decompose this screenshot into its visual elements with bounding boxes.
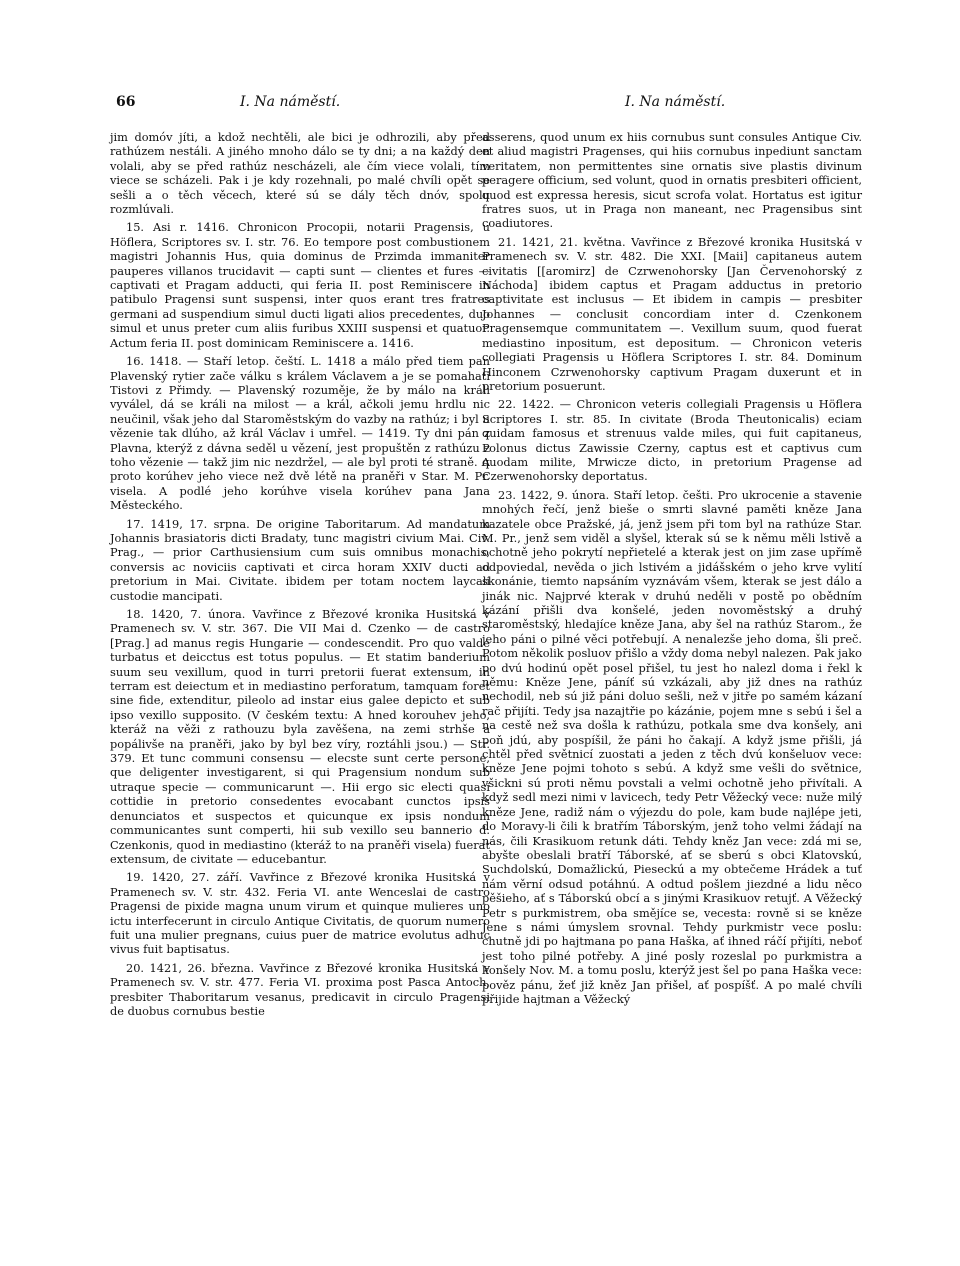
running-title-right: I. Na náměstí. (625, 94, 726, 110)
paragraph: 21. 1421, 21. května. Vavřince z Březové kronika Husitská v Pramenech sv. V. str. 482. Die XXI. [Maii] capitaneus autem civitatis [[aromirz] de Czrwenohorsky [Jan Červenohorský z Náchoda] ibidem captus et Pragam adductus in pretorio captivitate est inclusus — Et ibidem in campis — presbiter Johannes — conclusit concordiam inter d. Czenkonem Pragensemque communitatem —. Vexillum suum, quod fuerat mediastino inpositum, est depositum. — Chronicon veteris collegiati Pragensis u Höflera Scriptores I. str. 84. Dominum Hinconem Czrwenohorsky captivum Pragam duxerunt et in pretorium posuerunt. (482, 234, 862, 393)
paragraph: jim domóv jíti, a kdož nechtěli, ale bici je odhrozili, aby před rathúzem nestáli. A jiného mnoho dálo se ty dni; a na každý den volali, aby se před rathúz nescházeli, ale čím viece volali, tím viece se scházeli. Pak i je kdy rozehnali, po malé chvíli opět se sešli a o těch věcech, které sú se dály těch dnóv, spolu rozmlúvali. (110, 130, 490, 217)
paragraph: 22. 1422. — Chronicon veteris collegiali Pragensis u Höflera Scriptores I. str. 85. In civitate (Broda Theutonicalis) eciam quidam famosus et strenuus valde miles, qui fuit capitaneus, Polonus dictus Zawissie Czerny, captus est et captivus cum quodam milite, Mrwicze dicto, in pretorium Pragense ad Czerwenohorsky deportatus. (482, 397, 862, 484)
paragraph: 18. 1420, 7. února. Vavřince z Březové kronika Husitská v Pramenech sv. V. str. 367. Die VII Mai d. Czenko — de castro [Prag.] ad manus regis Hungarie — condescendit. Pro quo valde turbatus et deicctus est totus populus. — Et statim banderium suum seu vexillum, quod in turri pretorii fuerat extensum, in terram est deiectum et in mediastino perforatum, tamquam foret sine fide, extenditur, pileolo ad instar eius galee depicto et sub ipso vexillo supposito. (V českém textu: A hned korouhev jeho, kteráž na věži z rathouzu byla zavěšena, na zemi strhše a popálivše na praněři, jako by byl bez víry, roztáhli jsou.) — Str. 379. Et tunc communi consensu — elecste sunt certe persone, que deligenter investigarent, si qui Pragensium nondum sub utraque specie — communicarunt —. Hii ergo sic electi quasi cottidie in pretorio consedentes evocabant cunctos ipsis denunciatos et suspectos et quicunque ex ipsis nondum communicantes sunt comperti, hii sub vexillo seu bannerio d. Czenkonis, quod in mediastino (kteráž to na praněři visela) fuerat extensum, de civitate — educebantur. (110, 607, 490, 866)
paragraph: asserens, quod unum ex hiis cornubus sunt consules Antique Civ. et aliud magistri Pragenses, qui hiis cornubus inpediunt sanctam veritatem, non permittentes sine ornatis sive plastis divinum peragere officium, sed volunt, quod in ornatis presbiteri officient, quod est expressa heresis, sicut scrofa volat. Hortatus est igitur fratres suos, ut in Praga non maneant, nec Pragensibus sint coadiutores. (482, 130, 862, 231)
paragraph: 16. 1418. — Staří letop. čeští. L. 1418 a málo před tiem pan Plavenský rytier zače válku s králem Václavem a je se pomahati Tistovi z Přimdy. — Plavenský rozuměje, že by málo na králi vyválel, dá se králi na milost — a král, ačkoli jemu hrdlu nic neučinil, však jeho dal Staroměstským do vazby na rathúz; i byl u vězenie tak dlúho, až král Václav i umřel. — 1419. Ty dni pán z Plavna, kterýž z dávna seděl u vězení, jest propuštěn z rathúzu z toho vězenie — takž jim nic nezdržel, — ale byl proti té straně. A proto korúhev jeho viece než dvě létě na praněři v Star. M. Pr. visela. A podlé jeho korúhve visela korúhev pana Jana Městeckého. (110, 354, 490, 513)
paragraph: 19. 1420, 27. září. Vavřince z Březové kronika Husitská v Pramenech sv. V. str. 432. Feria VI. ante Wenceslai de castro Pragensi de pixide magna unum virum et quinque mulieres uno ictu interfecerunt in circulo Antique Civitatis, de quorum numero fuit una mulier pregnans, cuius puer de matrice evolutus adhuc vivus fuit baptisatus. (110, 870, 490, 957)
left-column (110, 130, 490, 1022)
paragraph: 17. 1419, 17. srpna. De origine Taboritarum. Ad mandatum Johannis brasiatoris dicti Bradaty, tunc magistri civium Mai. Civ. Prag., — prior Carthusiensium cum suis omnibus monachis, conversis ac noviciis captivati et circa horam XXIV ducti ad pretorium in Mai. Civitate. ibidem per totam noctem laycali custodie mancipati. (110, 516, 490, 603)
page-number: 66 (116, 94, 136, 110)
paragraph: 23. 1422, 9. února. Staří letop. češti. Pro ukrocenie a stavenie mnohých řečí, jenž bieše o smrti slavné paměti kněze Jana kazatele obce Pražské, já, jenž jsem při tom byl na rathúze Star. M. Pr., jenž sem viděl a slyšel, kterak sú se k němu měli lstivě a ochotně jeho pokrytí nepřietelé a kterak jest on jim zase upřímě odpoviedal, nevěda o jich lstivém a jidášském o jeho krve vylití skonánie, tiemto napsáním vyznávám všem, kterak se jest dálo a jinák nic. Najprvé kterak v druhú neděli v postě po obědním kázání přišli dva konšelé, jeden novoměstský a druhý staroměstský, hledajíce kněze Jana, aby šel na rathúz Starom., že jeho páni o pilné věci potřebují. A nenalezše jeho doma, šli preč. Potom několik posluov přišlo a vždy doma nebyl nalezen. Pak jako po dvú hodinú opět posel přišel, tu jest ho nalezl doma i řekl k němu: Kněze Jene, páníť sú vzkázali, aby již dnes na rathúz nechodil, neb sú již páni doluo sešli, než v jitře po samém kázaní rač přijíti. Tedy jsa nazajtřie po kázánie, pojem mne s sebú i šel a na cestě než sva došla k rathúzu, potkala sme dva konšely, ani poň jdú, aby pospíšil, že páni ho čakají. A když jsme přišli, já chtěl před světnicí zuostati a jeden z těch dvú konšeluov vece: kněze Jene pojmi tohoto s sebú. A když sme vešli do světnice, všickni sú proti němu povstali a velmi ochotně jeho přivítali. A když sedl mezi nimi v lavicech, tedy Petr Věžecký vece: nuže milý kněze Jene, radiž nám o výjezdu do pole, kam bude najlépe jeti, do Moravy-li čili k bratřím Táborským, jenž toho velmi žádají na nás, čili Krasikuom retunk dáti. Tehdy kněz Jan vece: zdá mi se, abyšte obeslali bratří Táborské, ať se sberú s obci Klatovskú, Suchdolskú, Domažlickú, Pieseckú a my obtečeme Hrádek a tuť nám věrní odsud potáhnú. A odtud pošlem jiezdné a lidu něco pěšieho, ať s Táborskú obcí a s jinými Krasikuov retujť. A Věžecký Petr s purkmistrem, oba smějíce se, vecesta: rovně si se kněze Jene s námi úmyslem srovnal. Tehdy purkmistr vece poslu: chutně jdi po hajtmana po pana Haška, ať ihned ráčí přijíti, neboť jest toho pilné potřeby. A jiné posly rozeslal po purkmistra a konšely Nov. M. a tomu poslu, kterýž jest šel po pana Haška vece: pověz pánu, žeť již kněz Jan přišel, ať pospíšť. A po malé chvíli přijide hajtman a Věžecký (482, 487, 862, 1006)
paragraph: 20. 1421, 26. března. Vavřince z Březové kronika Husitská v Pramenech sv. V. str. 477. Feria VI. proxima post Pasca Antoch, presbiter Thaboritarum vesanus, predicavit in circulo Pragensi de duobus cornubus bestie (110, 960, 490, 1018)
running-title-left: I. Na náměstí. (240, 94, 341, 110)
paragraph: 15. Asi r. 1416. Chronicon Procopii, notarii Pragensis, u Höflera, Scriptores sv. I. str. 76. Eo tempore post combustionem magistri Johannis Hus, quia dominus de Przimda immaniter pauperes villanos trucidavit — capti sunt — clientes et fures — captivati et Pragam adducti, qui feria II. post Reminiscere in patibulo Pragensi sunt suspensi, inter quos erant tres fratres germani ad suspendium simul ducti ligati alios precedentes, duo simul et unus preter cum aliis furibus XXIII suspensi et quatuor. Actum feria II. post dominicam Reminiscere a. 1416. (110, 220, 490, 350)
right-column (482, 130, 862, 1010)
